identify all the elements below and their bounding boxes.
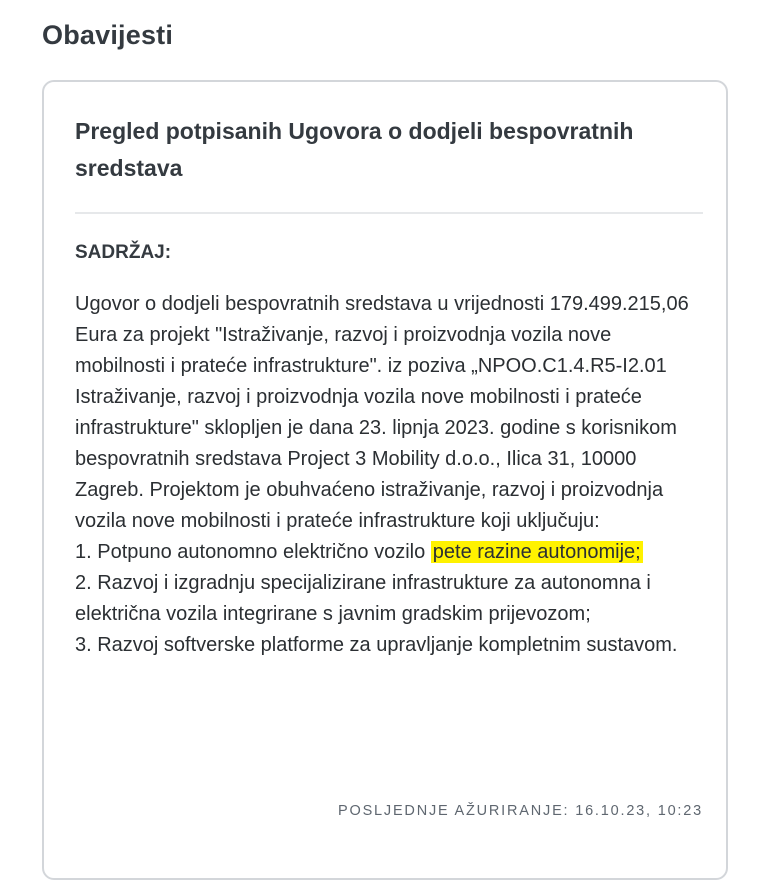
- content-section-label: SADRŽAJ:: [75, 242, 172, 263]
- notice-content: [75, 289, 703, 661]
- last-updated-timestamp: POSLJEDNJE AŽURIRANJE: 16.10.23, 10:23: [338, 803, 703, 819]
- list-item-1: [75, 541, 643, 563]
- notice-card-body: [75, 113, 703, 819]
- list-item-3: 3. Razvoj softverske platforme za upravljanje kompletnim sustavom.: [75, 634, 678, 656]
- notice-card: [42, 80, 728, 880]
- list-item-2: 2. Razvoj i izgradnju specijalizirane infrastrukture za autonomna i električna vozila integrirane s javnim gradskim prijevozom;: [75, 572, 651, 625]
- notice-body-text: Ugovor o dodjeli bespovratnih sredstava u vrijednosti 179.499.215,06 Eura za projekt "Istraživanje, razvoj i proizvodnja vozila nove mobilnosti i prateće infrastrukture". iz poziva „NPOO.C1.4.R5-I2.01 Istraživanje, razvoj i proizvodnja vozila nove mobilnosti i prateće infrastrukture" sklopljen je dana 23. lipnja 2023. godine s korisnikom bespovratnih sredstava Project 3 Mobility d.o.o., Ilica 31, 10000 Zagreb. Projektom je obuhvaćeno istraživanje, razvoj i proizvodnja vozila nove mobilnosti i prateće infrastrukture koji uključuju:: [75, 293, 689, 532]
- page-title: Obavijesti: [42, 20, 174, 50]
- notice-title: Pregled potpisanih Ugovora o dodjeli bespovratnih sredstava: [75, 118, 634, 181]
- title-divider: [75, 212, 703, 214]
- highlighted-text: pete razine autonomije;: [432, 541, 641, 563]
- list-item-1-text: 1. Potpuno autonomno električno vozilo: [75, 541, 431, 563]
